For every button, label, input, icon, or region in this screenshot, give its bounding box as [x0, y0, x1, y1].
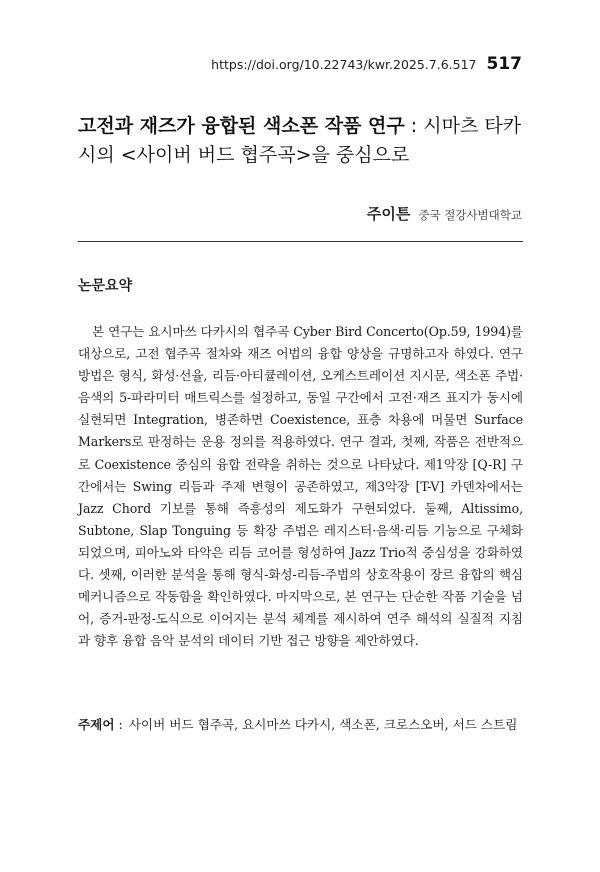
- paper-title: [78, 112, 528, 170]
- title-subtitle: 시마츠 타카시의 <사이버 버드 협주곡>을 중심으로: [78, 115, 522, 166]
- keywords-block: [78, 715, 523, 735]
- abstract-body: 본 연구는 요시마쓰 다카시의 협주곡 Cyber Bird Concerto(Op.59, 1994)를 대상으로, 고전 협주곡 절차와 재즈 어법의 융합 양상을 규명하고자 하였다. 연구 방법은 형식, 화성·선율, 리듬·아티큘레이션, 오케스트레이션 지시문, 색소폰 주법·음색의 5-파라미터 매트릭스를 설정하고, 동일 구간에서 고전·재즈 표지가 동시에 실현되면 Integration, 병존하면 Coexistence, 표층 차용에 머물면 Surface Markers로 판정하는 운용 정의를 적용하였다. 연구 결과, 첫째, 작품은 전반적으로 Coexistence 중심의 융합 전략을 취하는 것으로 나타났다. 제1악장 [Q-R] 구간에서는 Swing 리듬과 주제 변형이 공존하였고, 제3악장 [T-V] 카덴차에서는 Jazz Chord 기보를 통해 즉흥성의 제도화가 구현되었다. 둘째, Altissimo, Subtone, Slap Tonguing 등 확장 주법은 레지스터·음색·리듬 기능으로 구체화되었으며, 피아노와 타악은 리듬 코어를 형성하여 Jazz Trio적 중심성을 강화하였다. 셋째, 이러한 분석을 통해 형식-화성-리듬-주법의 상호작용이 장르 융합의 핵심 메커니즘으로 작동함을 확인하였다. 마지막으로, 본 연구는 단순한 작품 기술을 넘어, 증거-판정-도식으로 이어지는 분석 체계를 제시하여 연주 해석의 실질적 지침과 향후 융합 음악 분석의 데이터 기반 접근 방향을 제안하였다.: [78, 324, 523, 649]
- title-separator: :: [404, 115, 424, 137]
- author-name: 주이튼: [366, 205, 411, 223]
- title-main: 고전과 재즈가 융합된 색소폰 작품 연구: [78, 115, 405, 137]
- author-affiliation: 중국 절강사범대학교: [418, 208, 522, 222]
- abstract-heading: 논문요약: [78, 278, 133, 294]
- author-line: [367, 203, 522, 224]
- keywords-separator: :: [118, 717, 123, 732]
- divider-rule: [78, 241, 523, 242]
- keywords-label: 주제어: [78, 717, 115, 732]
- doi-link[interactable]: https://doi.org/10.22743/kwr.2025.7.6.517: [211, 57, 477, 72]
- keywords-text: 사이버 버드 협주곡, 요시마쓰 다카시, 색소폰, 크로스오버, 서드 스트림: [128, 717, 518, 732]
- page-header: [211, 54, 522, 74]
- page-number: 517: [486, 54, 522, 74]
